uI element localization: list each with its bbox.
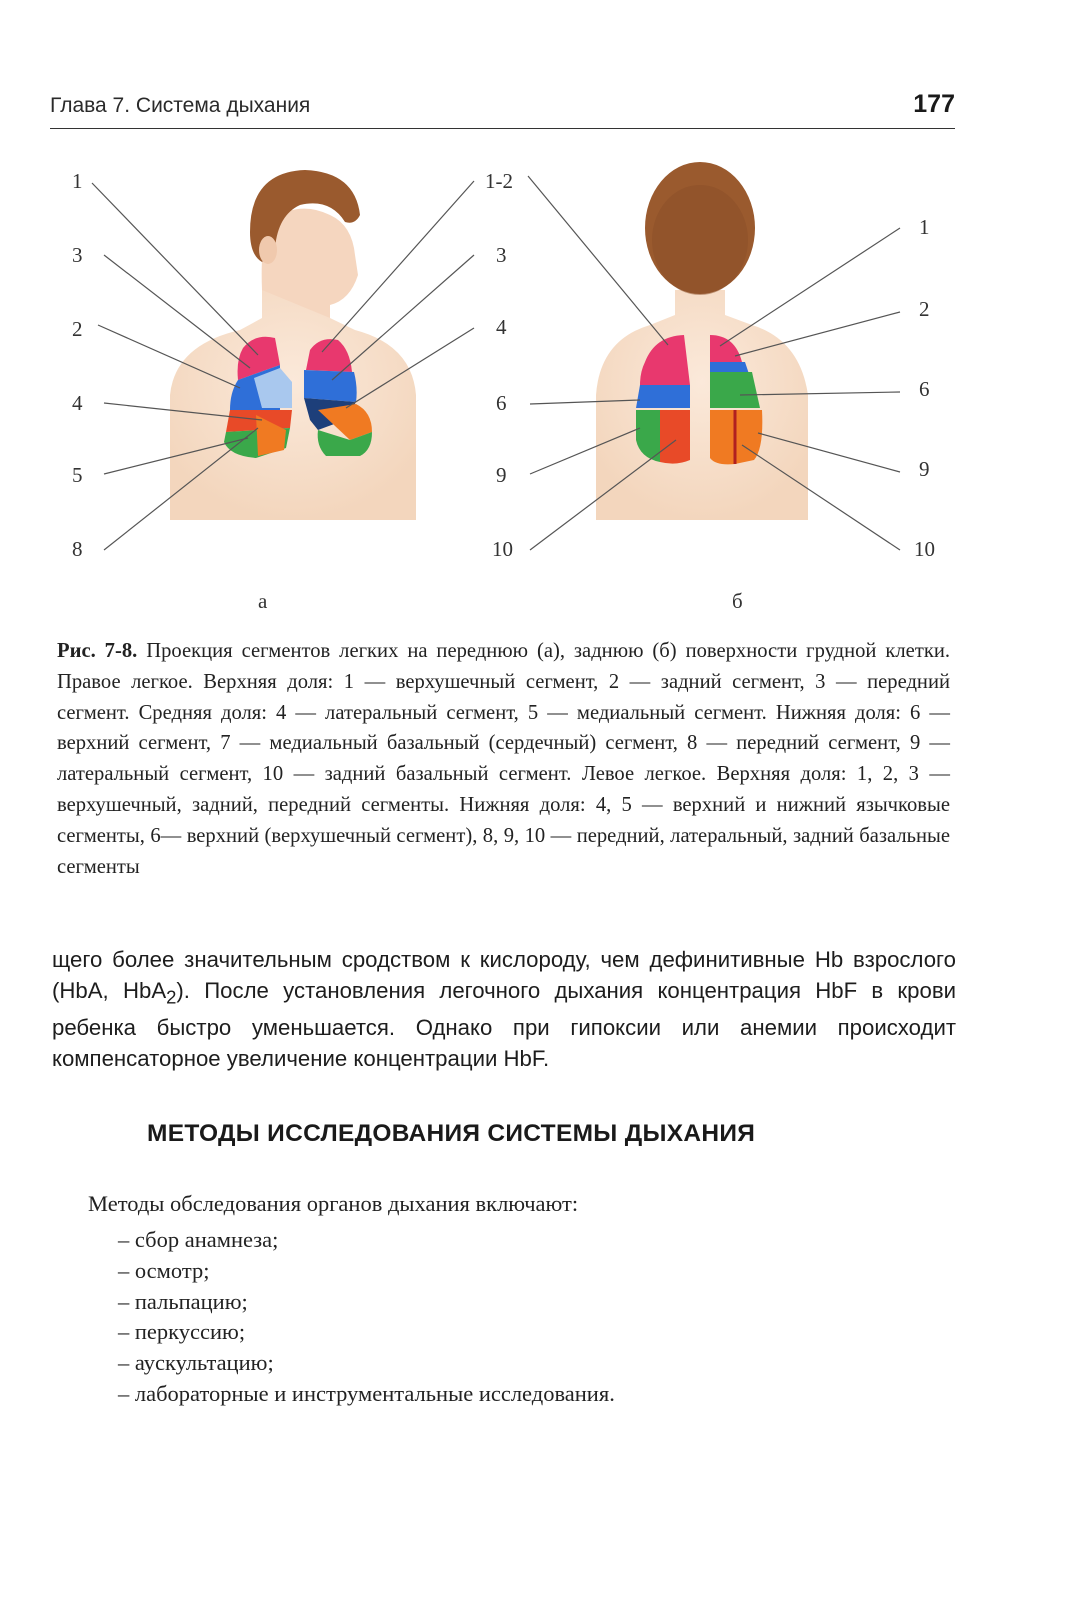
caption-text: Проекция сегментов легких на переднюю (а), заднюю (б) поверхности грудной клетки. Правое легкое. Верхняя доля: 1 — верхушечный сегмент, 2 — задний сегмент, 3 — передний сегмент. Средняя доля: 4 — латеральный сегмент, 5 — медиальный сегмент. Нижняя доля: 6 — верхний сегмент, 7 — медиальный базальный (сердечный) сегмент, 8 — передний сегмент, 9 — латеральный сегмент, 10 — задний базальный сегмент. Левое легкое. Верхняя доля: 1, 2, 3 — верхушечный, задний, передний сегменты. Нижняя доля: 4, 5 — верхний и нижний язычковые сегменты, 6— верхний (верхушечный сегмент), 8, 9, 10 — передний, латеральный, задний базальные сегменты [57, 640, 950, 878]
back-right-label-2: 2 [919, 297, 930, 321]
back-right-label-5: 10 [914, 537, 935, 561]
list-item: – перкуссию; [118, 1319, 246, 1345]
back-view [596, 162, 808, 520]
figure-label: Рис. 7-8. [57, 640, 138, 662]
section-heading: МЕТОДЫ ИССЛЕДОВАНИЯ СИСТЕМЫ ДЫХАНИЯ [147, 1120, 756, 1147]
list-item: – сбор анамнеза; [118, 1227, 279, 1252]
front-left-label-4: 4 [72, 391, 83, 415]
panel-label-a: а [258, 589, 268, 613]
back-right-label-3: 6 [919, 377, 930, 401]
front-right-label-1: 1-2 [485, 169, 513, 193]
front-left-label-6: 8 [72, 537, 83, 561]
body-text-part1: щего более значительным сродством к кислороду, чем дефинитивные Hb взрослого (HbA, HbA [52, 947, 956, 1003]
lung-segments-illustration [0, 150, 1067, 620]
methods-list [118, 1225, 615, 1410]
front-left-label-1: 1 [72, 169, 83, 193]
body-paragraph [52, 944, 956, 1074]
chapter-title: Глава 7. Система дыхания [50, 94, 311, 117]
lung-segments-figure [0, 150, 1067, 620]
front-right-label-5: 9 [496, 463, 507, 487]
list-item: – пальпацию; [118, 1288, 248, 1314]
running-head [50, 88, 955, 129]
front-view [170, 170, 416, 520]
front-right-label-6: 10 [492, 537, 513, 561]
list-item: – аускультацию; [118, 1350, 274, 1376]
body-text-part2: ). После установления легочного дыхания концентрация HbF в крови ребенка быстро уменьшается. Однако при гипоксии или анемии происходит компенсаторное увеличение концентрации HbF. [52, 978, 956, 1072]
panel-label-b: б [732, 589, 743, 613]
page-number: 177 [913, 90, 955, 118]
front-right-label-4: 6 [496, 391, 507, 415]
front-left-label-5: 5 [72, 463, 83, 487]
methods-intro: Методы обследования органов дыхания включают: [88, 1191, 579, 1216]
back-right-label-1: 1 [919, 215, 930, 239]
list-item: – осмотр; [118, 1257, 210, 1283]
front-left-label-3: 2 [72, 317, 83, 341]
back-right-label-4: 9 [919, 457, 930, 481]
front-right-label-3: 4 [496, 315, 507, 339]
list-item: – лабораторные и инструментальные исследования. [118, 1380, 615, 1406]
figure-caption [57, 636, 950, 882]
front-right-label-2: 3 [496, 243, 507, 267]
body-subscript: 2 [166, 986, 177, 1008]
front-left-label-2: 3 [72, 243, 83, 267]
